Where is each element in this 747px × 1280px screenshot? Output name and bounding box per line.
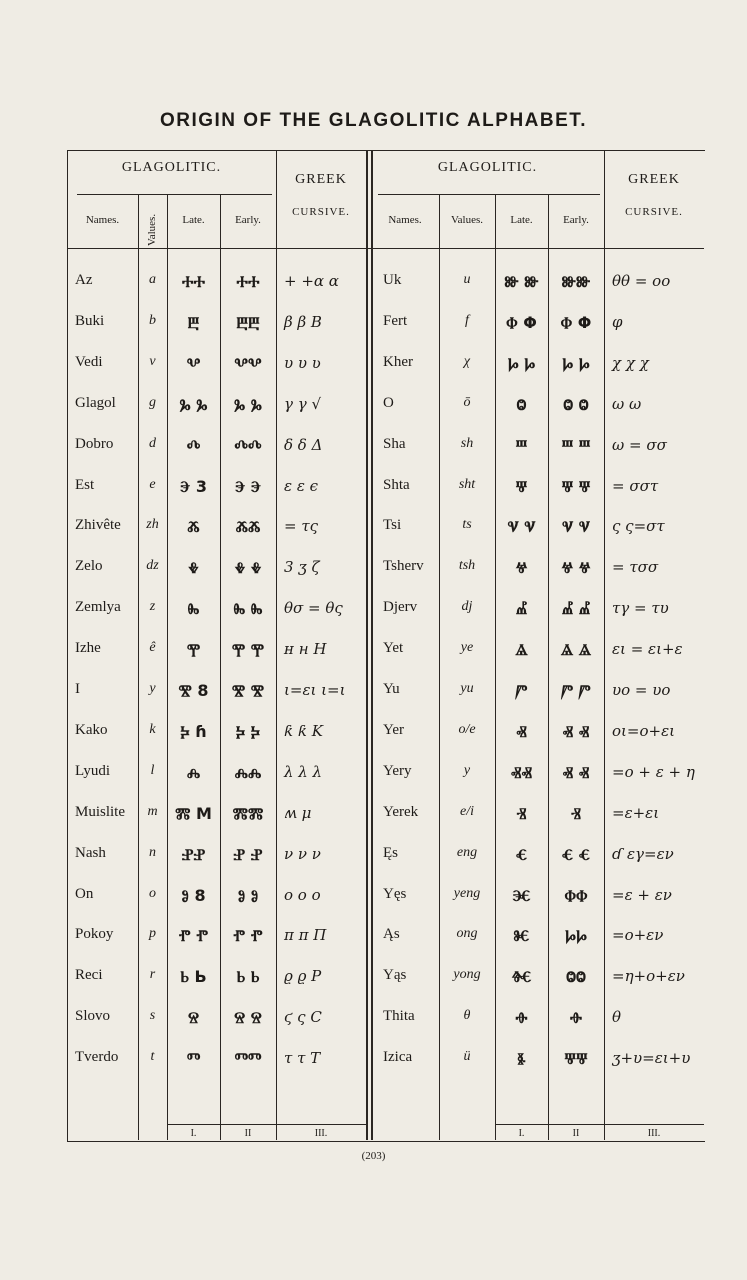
footer-rule (495, 1124, 704, 1125)
left-late-cell: Ⱁ 8 (181, 885, 206, 905)
right-greek-cell: ɗ εγ=εν (612, 844, 674, 863)
left-name-cell: Buki (75, 312, 105, 329)
left-name-cell: Kako (75, 721, 108, 738)
left-name-cell: Vedi (75, 353, 103, 370)
left-name-cell: Izhe (75, 640, 101, 657)
divider (167, 194, 168, 1140)
values-header-right: Values. (450, 214, 484, 226)
right-early-cell: Ⱇ Φ (560, 312, 592, 332)
right-greek-cell: χ χ χ (612, 353, 649, 372)
early-header-right: Early. (563, 214, 589, 226)
late-header-left: Late. (182, 214, 205, 226)
right-greek-cell: ʒ+υ=ει+υ (612, 1049, 691, 1068)
right-early-cell: Ⱏ Ⱏ (562, 721, 590, 741)
left-late-cell: Ⰶ (187, 517, 200, 537)
divider (220, 194, 221, 1140)
divider (495, 194, 496, 1140)
right-value-cell: yong (453, 967, 481, 983)
left-name-cell: Nash (75, 844, 106, 861)
right-early-cell: Ⱐ (571, 803, 581, 823)
right-late-cell: Ⱓ (515, 681, 528, 700)
left-value-cell: g (149, 394, 156, 410)
divider (138, 194, 139, 1140)
right-late-cell: Ⱚ (515, 1008, 528, 1028)
glagolitic-header-left: GLAGOLITIC. (121, 160, 222, 175)
left-early-cell: Ⱄ Ⱄ (234, 1008, 262, 1028)
right-early-cell: ⰙⰙ (566, 967, 586, 987)
right-early-cell: ⰗⰗ (564, 885, 588, 905)
right-name-cell: O (383, 394, 394, 411)
right-name-cell: Yąs (383, 967, 407, 984)
left-name-cell: Slovo (75, 1008, 111, 1025)
right-value-cell: ye (460, 640, 474, 656)
left-value-cell: p (149, 926, 156, 942)
left-name-cell: Glagol (75, 394, 116, 411)
right-early-cell: Ⱓ Ⱓ (561, 681, 591, 700)
right-late-cell: Ⱆ Ⱆ (504, 272, 539, 291)
left-value-cell: k (149, 721, 156, 737)
left-value-cell: t (150, 1049, 155, 1065)
left-late-cell: Ⱃ Ь (180, 967, 207, 987)
center-divider (366, 150, 368, 1140)
left-name-cell: Est (75, 476, 95, 493)
right-value-cell: eng (456, 844, 478, 860)
right-late-cell: Ⱉ (516, 394, 527, 414)
right-value-cell: f (465, 312, 469, 328)
left-value-cell: a (149, 272, 156, 287)
right-late-cell: Ⱙ (511, 967, 532, 987)
right-name-cell: Ąs (383, 926, 400, 943)
right-name-cell: Uk (383, 272, 402, 288)
numeral-1-left: I. (190, 1128, 197, 1139)
right-name-cell: Ęs (383, 844, 398, 861)
left-greek-cell: δ δ Δ (284, 435, 323, 454)
numeral-3-right: III. (647, 1128, 661, 1139)
names-header-right: Names. (388, 214, 422, 226)
right-greek-cell: =o+εν (612, 926, 664, 945)
left-early-cell: Ⰽ Ⰽ (235, 721, 261, 741)
left-value-cell: s (149, 1008, 156, 1024)
right-early-cell: Ⰼ Ⰼ (561, 599, 591, 619)
left-late-cell: Ⰱ (187, 312, 200, 332)
left-value-cell: n (149, 844, 156, 860)
left-value-cell: z (149, 599, 156, 615)
left-early-cell: Ⱂ Ⱂ (233, 926, 263, 946)
right-name-cell: Sha (383, 435, 406, 452)
divider (276, 150, 277, 1140)
left-greek-cell: ʍ μ (284, 803, 312, 822)
right-late-cell: Ⱘ (513, 926, 530, 946)
right-name-cell: Yery (383, 762, 412, 779)
left-greek-cell: ʜ н H (284, 640, 327, 659)
greek-header-left: GREEK (295, 172, 347, 187)
left-name-cell: On (75, 885, 94, 902)
left-late-cell: Ⱅ (186, 1049, 201, 1069)
right-late-cell: Ⱑ (515, 640, 528, 660)
right-value-cell: e/i (460, 803, 474, 819)
right-late-cell: Ⱇ Φ (506, 312, 537, 332)
right-greek-cell: = σστ (612, 476, 659, 495)
right-greek-cell: ει = ει+ε (612, 640, 683, 659)
right-value-cell: dj (461, 599, 473, 615)
left-early-cell: ⰄⰄ (234, 435, 262, 455)
right-late-cell: ⰟⰟ (510, 762, 533, 782)
page-title: ORIGIN OF THE GLAGOLITIC ALPHABET. (159, 110, 588, 131)
right-late-cell: Ⱔ (515, 844, 528, 864)
right-value-cell: θ (463, 1008, 471, 1024)
right-value-cell: o/e (458, 721, 476, 737)
right-greek-cell: =ε+ει (612, 803, 660, 822)
right-value-cell: sh (460, 435, 474, 451)
right-value-cell: sht (458, 476, 476, 492)
left-value-cell: dz (146, 558, 159, 574)
left-value-cell: o (149, 885, 156, 901)
left-greek-cell: ε ε ϵ (284, 476, 319, 495)
header-rule (77, 194, 272, 195)
right-value-cell: tsh (458, 558, 476, 574)
right-value-cell: ō (463, 394, 471, 410)
left-name-cell: Muislite (75, 803, 126, 820)
left-greek-cell: λ λ λ (284, 762, 323, 781)
left-name-cell: Az (75, 272, 93, 288)
left-early-cell: ⰎⰎ (234, 762, 262, 782)
left-greek-cell: ι=ει ι=ι (284, 681, 346, 699)
numeral-3-left: III. (314, 1128, 328, 1139)
left-early-cell: Ⱀ Ⱀ (233, 844, 263, 864)
right-value-cell: χ (463, 353, 471, 369)
right-value-cell: yeng (453, 885, 481, 901)
right-early-cell: Ⱉ Ⱉ (563, 394, 589, 414)
cursive-header-right: CURSIVE. (625, 206, 683, 218)
left-value-cell: y (149, 681, 156, 696)
right-greek-cell: =η+o+εν (612, 967, 685, 986)
right-early-cell: ⰖⰖ (561, 272, 591, 291)
left-greek-cell: θσ = θς (284, 599, 343, 618)
left-early-cell: Ⰵ Ⰵ (234, 476, 262, 496)
right-greek-cell: oι=o+ει (612, 721, 676, 740)
footer-rule (167, 1124, 367, 1125)
right-greek-cell: θ (612, 1008, 622, 1027)
left-early-cell: Ⱃ Ⱃ (236, 967, 260, 987)
right-late-cell: Ⱍ (515, 558, 528, 578)
cursive-header-left: CURSIVE. (292, 206, 350, 218)
left-value-cell: d (149, 435, 156, 451)
left-late-cell: Ⰽ ɦ (180, 721, 207, 741)
left-name-cell: Zelo (75, 558, 103, 575)
values-header-left: Values. (146, 213, 158, 246)
right-early-cell: Ⱌ Ⱌ (561, 517, 590, 537)
numeral-1-right: I. (518, 1128, 525, 1139)
left-greek-cell: = τς (284, 517, 319, 536)
right-name-cell: Yet (383, 640, 404, 657)
names-header-left: Names. (85, 214, 120, 226)
right-early-cell: Ⱏ Ⱏ (562, 762, 590, 782)
center-divider (371, 150, 373, 1140)
greek-header-right: GREEK (628, 172, 680, 187)
right-early-cell: Ⱋ Ⱋ (561, 476, 591, 496)
left-early-cell: ⰀⰀ (236, 272, 260, 291)
right-greek-cell: φ (612, 312, 623, 331)
right-greek-cell: τγ = τυ (612, 599, 669, 618)
left-greek-cell: ν ν ν (284, 844, 321, 863)
right-late-cell: Ⱈ Ⱈ (507, 353, 536, 373)
left-late-cell: Ⰹ (186, 640, 201, 660)
right-value-cell: ong (456, 926, 478, 942)
right-late-cell: Ⱏ (516, 721, 527, 741)
left-name-cell: Tverdo (75, 1049, 119, 1066)
right-early-cell: Ⱔ Ⱔ (561, 844, 591, 864)
left-late-cell: Ⰳ Ⰳ (179, 394, 208, 414)
right-greek-cell: ς ς=στ (612, 517, 665, 536)
right-name-cell: Tsherv (383, 558, 424, 575)
right-early-cell: Ⱎ Ⱎ (561, 435, 591, 455)
left-early-cell: ⰁⰁ (236, 312, 260, 332)
left-late-cell: ⰀⰀ (181, 272, 206, 291)
left-early-cell: ⰕⰕ (234, 1049, 262, 1069)
right-name-cell: Izica (383, 1049, 413, 1066)
divider (439, 194, 440, 1140)
left-name-cell: Dobro (75, 435, 114, 452)
left-greek-cell: τ τ T (284, 1049, 321, 1068)
divider (604, 150, 605, 1140)
right-greek-cell: ω = σσ (612, 435, 667, 454)
left-early-cell: Ⱁ Ⱁ (237, 885, 259, 905)
right-late-cell: Ⱎ (515, 435, 528, 455)
left-name-cell: Zemlya (75, 599, 121, 616)
right-late-cell: Ⱐ (516, 803, 527, 823)
right-value-cell: ts (462, 517, 472, 533)
right-name-cell: Yu (383, 681, 400, 697)
left-greek-cell: ƙ ƙ K (284, 721, 323, 740)
right-name-cell: Yęs (383, 885, 407, 902)
left-value-cell: l (150, 762, 155, 778)
left-greek-cell: ϛ ς C (284, 1008, 322, 1027)
right-value-cell: ü (463, 1049, 471, 1065)
right-early-cell: Ⱍ Ⱍ (561, 558, 591, 578)
left-early-cell: ⰏⰏ (232, 803, 264, 823)
right-greek-cell: θθ = oo (612, 272, 671, 290)
left-early-cell: ⰆⰆ (235, 517, 261, 537)
left-value-cell: r (149, 967, 156, 983)
left-greek-cell: + +ɑ α (284, 272, 339, 290)
right-value-cell: yu (460, 681, 474, 696)
left-greek-cell: β β B (284, 312, 322, 331)
left-early-cell: Ⰹ Ⰹ (231, 640, 265, 660)
left-value-cell: m (147, 803, 158, 819)
left-value-cell: e (149, 476, 156, 492)
right-name-cell: Shta (383, 476, 410, 493)
late-header-right: Late. (510, 214, 533, 226)
left-value-cell: v (149, 353, 156, 369)
right-greek-cell: =o + ε + η (612, 762, 695, 781)
right-greek-cell: υο = υο (612, 681, 671, 699)
left-name-cell: Lyudi (75, 762, 111, 779)
left-early-cell: Ⰸ Ⰸ (233, 599, 263, 619)
left-value-cell: b (149, 312, 156, 328)
left-value-cell: ê (149, 640, 156, 656)
left-value-cell: zh (146, 517, 159, 533)
left-late-cell: Ⰴ (186, 435, 201, 455)
left-late-cell: Ⰷ (188, 558, 199, 578)
left-greek-cell: υ υ ʋ (284, 353, 321, 372)
left-late-cell: Ⰵ 3 (180, 476, 207, 496)
right-value-cell: y (463, 762, 471, 778)
left-name-cell: Pokoy (75, 926, 114, 943)
numeral-2-left: II (244, 1128, 252, 1139)
right-name-cell: Thita (383, 1008, 415, 1025)
header-rule (378, 194, 600, 195)
right-greek-cell: = τσσ (612, 558, 659, 577)
right-late-cell: Ⱛ (517, 1049, 526, 1069)
left-late-cell: Ⱂ Ⱂ (178, 926, 209, 946)
left-greek-cell: π π Π (284, 926, 327, 945)
page-number: (203) (361, 1150, 386, 1162)
left-greek-cell: γ γ √ (284, 394, 322, 413)
divider (548, 194, 549, 1140)
right-late-cell: Ⰼ (515, 599, 528, 619)
left-late-cell: Ⰺ 8 (178, 681, 209, 700)
right-late-cell: Ⱗ (512, 885, 531, 905)
header-rule (67, 248, 704, 249)
left-late-cell: Ⰸ (187, 599, 200, 619)
numeral-2-right: II (572, 1128, 580, 1139)
right-late-cell: Ⱋ (515, 476, 528, 496)
left-late-cell: Ⰾ (186, 762, 201, 782)
glagolitic-header-right: GLAGOLITIC. (437, 160, 538, 175)
right-early-cell: Ⱑ Ⱑ (560, 640, 592, 660)
right-name-cell: Yer (383, 721, 404, 738)
left-late-cell: Ⱄ (187, 1008, 200, 1028)
left-greek-cell: o o o (284, 885, 321, 904)
left-early-cell: Ⰺ Ⰺ (231, 681, 265, 700)
left-early-cell: Ⰳ Ⰳ (234, 394, 262, 414)
left-greek-cell: ϱ ϱ P (284, 967, 322, 986)
right-late-cell: Ⱌ Ⱌ (507, 517, 536, 537)
left-name-cell: I (75, 681, 80, 697)
right-early-cell: ⰛⰛ (564, 1049, 588, 1069)
right-greek-cell: =ε + εν (612, 885, 672, 904)
right-early-cell: Ⱈ Ⱈ (562, 353, 590, 373)
left-greek-cell: 3 ʒ ζ (284, 558, 320, 577)
left-name-cell: Zhivête (75, 517, 121, 534)
left-late-cell: Ⰿ M (175, 803, 212, 823)
left-late-cell: Ⰲ (186, 353, 201, 373)
right-name-cell: Fert (383, 312, 408, 329)
right-name-cell: Kher (383, 353, 413, 370)
left-late-cell: ⰐⰐ (181, 844, 206, 864)
early-header-left: Early. (235, 214, 261, 226)
right-early-cell: ⰘⰘ (565, 926, 587, 946)
right-greek-cell: ω ω (612, 394, 642, 413)
right-name-cell: Djerv (383, 599, 418, 616)
right-early-cell: Ⱚ (569, 1008, 583, 1028)
right-name-cell: Yerek (383, 803, 419, 820)
left-name-cell: Reci (75, 967, 103, 984)
left-early-cell: ⰂⰂ (234, 353, 262, 373)
right-name-cell: Tsi (383, 517, 402, 534)
left-early-cell: Ⰷ Ⰷ (234, 558, 262, 578)
right-value-cell: u (463, 272, 471, 287)
